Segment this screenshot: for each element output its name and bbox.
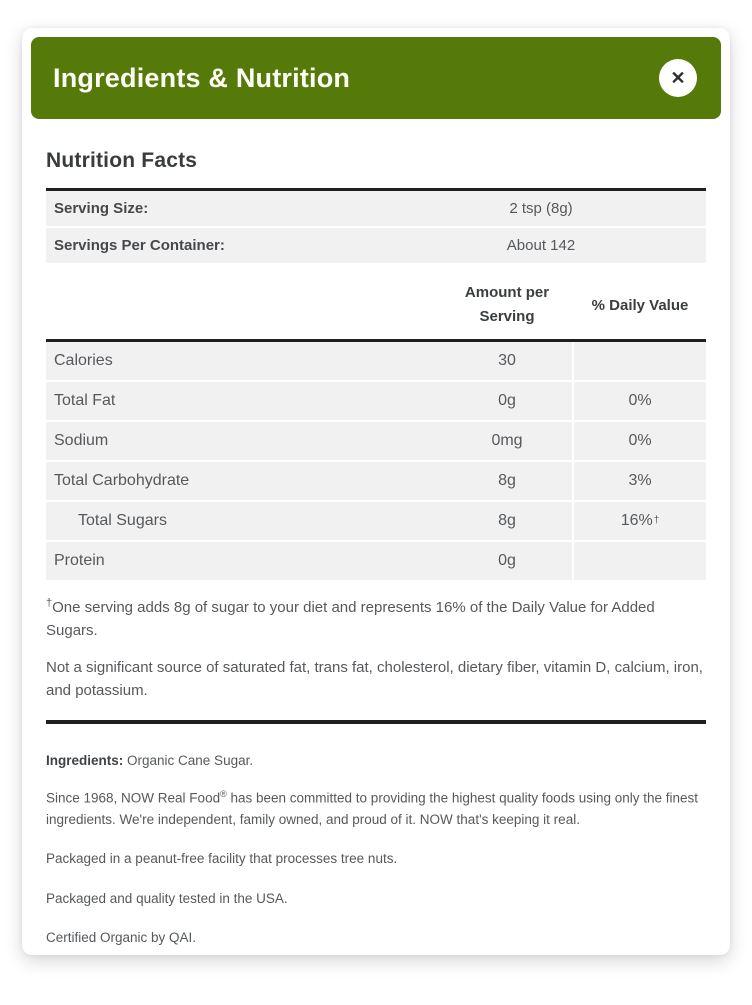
not-significant-source-footnote: Not a significant source of saturated fat, trans fat, cholesterol, dietary fiber, vitamin D, calcium, iron, and potassium. [46, 659, 703, 699]
table-row-total-fat [46, 382, 706, 420]
serving-size-label: Serving Size: [54, 200, 149, 217]
nutrient-amount: 0mg [491, 432, 523, 449]
nutrient-amount: 0g [498, 552, 516, 569]
dagger-symbol: † [46, 597, 53, 609]
close-icon: ✕ [670, 68, 686, 88]
nutrient-daily-value: 0% [574, 422, 706, 460]
nutrient-daily-value [574, 542, 706, 580]
nutrient-amount: 0g [498, 392, 516, 409]
ingredients-nutrition-modal [22, 28, 730, 955]
nutrient-daily-value: 3% [574, 462, 706, 500]
nutrient-daily-value: 0% [574, 382, 706, 420]
nutrient-daily-value [574, 342, 706, 380]
close-button[interactable] [659, 59, 697, 97]
nutrient-daily-value: 16% † [574, 502, 706, 540]
brand-statement: Since 1968, NOW Real Food® has been committed to providing the highest quality foods using only the finest ingredients. We're independent, family owned, and proud of it. NOW that's keeping it real. [46, 788, 699, 827]
servings-per-container-label: Servings Per Container: [54, 237, 225, 254]
registered-trademark-symbol: ® [220, 788, 227, 799]
added-sugars-footnote: †One serving adds 8g of sugar to your diet and represents 16% of the Daily Value for Added Sugars. [46, 597, 655, 639]
nutrition-table-header [46, 281, 706, 342]
amount-per-serving-header: Amount per Serving [464, 284, 550, 325]
modal-title: Ingredients & Nutrition [53, 62, 351, 93]
nutrient-label: Total Fat [54, 392, 116, 409]
modal-header [31, 37, 721, 119]
nutrient-label: Protein [54, 552, 105, 569]
servings-per-container-row [46, 228, 706, 263]
product-details [46, 750, 706, 949]
certified-organic-statement: Certified Organic by QAI. [46, 930, 197, 946]
nutrient-label: Calories [54, 352, 113, 369]
table-row-sodium [46, 422, 706, 460]
serving-size-value: 2 tsp (8g) [509, 200, 573, 217]
dagger-symbol: † [653, 514, 660, 526]
nutrient-amount: 30 [498, 352, 516, 369]
table-row-total-sugars [46, 502, 706, 540]
nutrient-label: Total Carbohydrate [54, 472, 190, 489]
nutrient-label: Sodium [54, 432, 109, 449]
nutrition-table-body [46, 342, 706, 580]
serving-info-table [46, 188, 706, 263]
usa-tested-statement: Packaged and quality tested in the USA. [46, 890, 288, 906]
table-row-total-carbohydrate [46, 462, 706, 500]
nutrition-facts-heading: Nutrition Facts [46, 149, 198, 172]
nutrient-amount: 8g [498, 512, 516, 529]
table-row-protein [46, 542, 706, 580]
nutrient-label: Total Sugars [78, 512, 167, 529]
ingredients-label: Ingredients: [46, 753, 124, 768]
peanut-free-statement: Packaged in a peanut-free facility that processes tree nuts. [46, 851, 398, 867]
ingredients-value: Organic Cane Sugar. [123, 753, 254, 768]
servings-per-container-value: About 142 [506, 237, 576, 254]
ingredients-line [46, 750, 706, 772]
section-divider [46, 720, 706, 724]
serving-size-row [46, 191, 706, 226]
daily-value-header: % Daily Value [591, 296, 689, 314]
nutrient-amount: 8g [498, 472, 516, 489]
table-row-calories [46, 342, 706, 380]
modal-content [22, 149, 730, 949]
